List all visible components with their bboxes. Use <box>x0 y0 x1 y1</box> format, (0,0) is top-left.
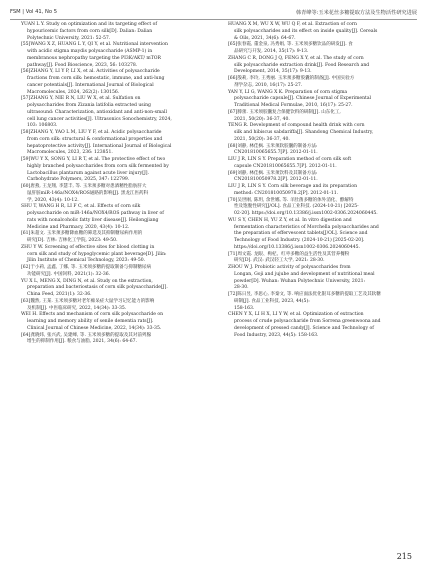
reference-line: 158-163. <box>234 305 255 311</box>
reference-line: [60]唐燕, 王龙翔, 李慧丰, 等. 玉米须多糖对患酒精性脂肪肝大 <box>21 184 147 189</box>
reference-line: 研究[D]. 吉林: 吉林化工学院, 2023: 49-50. <box>27 238 118 243</box>
reference-line: hypouricemic factors from corn silk[D]. Dalian: Dalian <box>27 28 153 34</box>
reference-line: development of pressed candy[J]. Science and Technology of <box>234 325 374 331</box>
reference-entry <box>21 42 209 69</box>
reference-entry <box>228 157 416 171</box>
reference-line: silk polysaccharide extraction drink[J]. Food Research and <box>234 62 370 68</box>
reference-entry <box>228 252 416 266</box>
reference-entry <box>21 312 209 332</box>
reference-line: 28-30. <box>234 285 249 291</box>
reference-line: CN201810065655.7[P]. 2012-01-11. <box>234 150 318 156</box>
reference-line: [70]吴世刚, 陈玥, 余世娜, 等. 羊肚菌多糖的体外消化、酵解特 <box>228 197 354 203</box>
reference-line: Jilin Institute of Chemical Technology, 2023: 49-50. <box>27 258 146 264</box>
reference-entry <box>228 265 416 292</box>
reference-line: China Feed, 2021(1): 32-36. <box>27 292 92 297</box>
reference-line: Macromolecules, 2024, 262(2): 130156. <box>27 89 120 95</box>
reference-line: fractions from corn silk: hemostatic, immune, and anti-lung <box>27 76 165 81</box>
reference-entry <box>21 333 209 347</box>
reference-entry <box>228 144 416 158</box>
reference-line: ZHANG C R, DONG J Q, FENG X Y, et al. The study of corn <box>228 55 364 61</box>
reference-line: 鼠肝脏miR-146a/NOX4/ROS通路的影响[J]. 黑龙江医药科 <box>27 190 149 196</box>
reference-line: pathway[J]. Food Bioscience, 2023, 56: 103278. <box>27 62 138 68</box>
reference-entry <box>21 184 209 204</box>
running-title: 韩青峰等:玉米花丝多糖提取方法及生物活性研究进展 <box>295 10 417 16</box>
reference-entry <box>228 184 416 198</box>
reference-line: with acidic stigma maydis polysaccharide (ASMP-1) in <box>27 49 153 54</box>
reference-line: 学, 2020, 43(4): 10-12. <box>27 197 79 203</box>
page-header <box>0 0 427 24</box>
reference-entry <box>21 204 209 231</box>
reference-entry <box>228 90 416 110</box>
reference-line: WU S Y, CHEN H, YU Z Y, et al. In vitro digestion and <box>228 217 352 223</box>
reference-line: Food Industry, 2023, 44(5): 158-163. <box>234 332 319 338</box>
reference-line: preparation and bacteriostasis of corn silk polysaccharide[J]. <box>27 285 168 291</box>
reference-line: https://doi.org/10.13386/j.issn1002-0306.2024060445. <box>234 244 360 250</box>
reference-line: from corn silk: structural & conformational properties and <box>27 136 163 142</box>
reference-line: [58]ZHANG Y, YAO L M, LIU Y F, et al. Acidic polysaccharide <box>21 130 162 135</box>
reference-line: Lactobacillus plantarum against acute liver injury[J]. <box>27 170 150 176</box>
reference-line: Macromolecules, 2023, 236: 123851. <box>27 150 113 156</box>
reference-line: membranous nephropathy targeting the PI3K/AKT/ mTOR <box>27 55 161 61</box>
reference-entry <box>21 245 209 265</box>
reference-line: LIU J R, LIN S Y. Corn silk beverage and its preparation <box>228 184 358 189</box>
reference-line: HUANG X M, WU X W, WU Q F, et al. Extraction of corn <box>228 22 357 27</box>
reference-entry <box>228 218 416 252</box>
reference-entry <box>228 123 416 143</box>
reference-line: [56]ZHANG Y, LI Y P, LI X, et al. Activities of polysaccharide <box>21 69 160 75</box>
reference-line: LIU J R, LIN S Y. Preparation method of corn silk soft <box>228 157 352 162</box>
reference-line: 及机制[J]. 中医临床研究, 2022, 14(34): 33-35. <box>27 305 127 311</box>
reference-line: cancer potentials[J]. International Journal of Biological <box>27 82 154 88</box>
page-number: 215 <box>396 552 412 561</box>
reference-line: ultrasound: Characterization, antioxidant and anti-non-small <box>27 109 167 115</box>
reference-entry <box>228 76 416 90</box>
reference-line: 研究[D]. 武汉: 武汉轻工大学, 2021: 28-30. <box>234 258 325 264</box>
reference-line: fermentation characteristics of Morchella polysaccharides and <box>234 224 379 230</box>
reference-line: the preparation of effervescent tablets[J/OL]. Science and <box>234 231 368 237</box>
reference-entry <box>228 42 416 56</box>
reference-line: YU X L, MENG X, DING N, et al. Study on the extraction, <box>21 278 153 284</box>
reference-line: TENG R. Development of compound health drink with corn <box>228 123 365 129</box>
reference-entry <box>21 22 209 42</box>
reference-line: 研制[J]. 食品工业科技, 2023, 44(5): <box>234 298 310 304</box>
reference-line: [65]张春霞, 董金泉, 冯秀娟, 等. 玉米须多糖饮品的研发[J]. 食 <box>228 42 353 48</box>
reference-line: polysaccharides from Zizania latifolia extracted using <box>27 103 151 108</box>
reference-line: ZHOU W J. Probiotic activity of polysaccharides from <box>228 265 351 270</box>
reference-line: Medicine and Pharmacy, 2020, 43(4): 10-12. <box>27 224 130 230</box>
reference-entry <box>21 130 209 157</box>
reference-line: 增生的抑制作用[J]. 粮食与油脂, 2021, 34(6): 64-67. <box>27 339 137 345</box>
reference-line: YUAN L Y. Study on optimization and its targeting effect of <box>21 22 158 27</box>
reference-entry <box>228 110 416 124</box>
reference-line: 103: 106803. <box>27 123 58 129</box>
reference-entry <box>21 96 209 130</box>
reference-line: [64]龚晓炜, 张兴武, 吴建峰, 等. 玉米须多糖的提取及其对前列腺 <box>21 332 152 338</box>
reference-line: Traditional Medical Formulae, 2010, 16(17): 25-27. <box>234 103 353 108</box>
reference-line: [69]刘静, 林佳枫. 玉米须饮料及其制备方法: <box>228 170 318 176</box>
reference-line: Polytechnic University, 2021: 52-57. <box>27 35 111 41</box>
reference-line: [61]朱超文. 玉米须多糖降血糖的筛选及其抑制糖尿病作用的 <box>21 231 143 237</box>
header-rule <box>10 19 417 20</box>
reference-line: SHU T, WANG H R, LI F C, et al. Effects of corn silk <box>21 204 141 210</box>
reference-line: 功能研究[J]. 中国饲料, 2021(1): 32-36. <box>27 271 111 277</box>
reference-line: polysaccharide capsule[J]. Chinese Journal of Experimental <box>234 96 372 102</box>
reference-entry <box>228 22 416 42</box>
reference-line: [71]周文霞. 龙眼、枸杞、红枣多糖的益生活性及其营养餐粉 <box>228 251 350 257</box>
reference-entry <box>21 69 209 96</box>
reference-entry <box>228 171 416 185</box>
reference-line: Longan, Goji and jujube and development of nutritional meal <box>234 271 375 277</box>
reference-entry <box>21 231 209 245</box>
reference-line: CHEN Y X, LI H X, LI Y W, et al. Optimization of extraction <box>228 312 364 318</box>
reference-line: [55]WANG X Z, HUANG L Y, QI Y, et al. Nutritional intervention <box>21 42 168 48</box>
journal-issue: FSM | Vol 41, No 5 <box>10 9 58 15</box>
reference-line: WEI H. Effects and mechanism of corn silk polysaccharide on <box>21 312 164 318</box>
reference-entry <box>228 198 416 218</box>
reference-line: 剂学杂志, 2010, 16(17): 25-27. <box>234 82 303 88</box>
reference-line: [57]ZHANG Y, NIE R N, LIU W X, et al. Sulfation on <box>21 96 141 102</box>
reference-line: [63]魏然, 王某. 玉米须多糖对老年痴呆症大鼠学习记忆能力的影响 <box>21 298 155 304</box>
reference-line: [66]殷莉, 李玲, 王秀丽. 玉米须多糖胶囊的制备[J]. 中国实验方 <box>228 76 355 81</box>
reference-line: cell lung cancer activities[J]. Ultrasonics Sonochemistry, 2024, <box>27 116 172 122</box>
reference-line: YAN Y, LI G, WANG X K. Preparation of corn stigma <box>228 89 348 95</box>
reference-entry <box>21 265 209 279</box>
right-reference-column <box>228 22 416 339</box>
reference-entry <box>228 312 416 339</box>
reference-line: Carbohydrate Polymers, 2025, 347: 122799. <box>27 177 130 183</box>
reference-line: & Oils, 2021, 34(6): 64-67. <box>234 35 296 41</box>
reference-line: rats with nonalcoholic fatty liver disease[J]. Heilongjiang <box>27 217 159 223</box>
reference-line: highly branched polysaccharides from corn silk fermented by <box>27 163 169 169</box>
reference-line: 2021, 50(20): 36-37, 40. <box>234 136 290 142</box>
journal-info <box>10 9 57 15</box>
reference-line: 02-20]. https://doi.org/10.13386/j.issn1002-0306.2024060445. <box>234 211 378 216</box>
reference-line: corn silk and study of hypoglycemic plant beverage[D]. Jilin: <box>27 251 167 257</box>
reference-line: [62]于小莉, 孟鑫, 丁娜, 等. 玉米须多糖的提取制备与抑制糖尿病 <box>21 265 152 270</box>
left-reference-column <box>21 22 209 346</box>
reference-line: [68]刘静, 林佳枫. 玉米须软胶囊的制备方法: <box>228 143 318 149</box>
reference-line: capsule CN201810065655.7[P]. 2012-01-11. <box>234 163 337 169</box>
reference-line: [59]WU Y X, SONG Y, LI R T, et al. The protective effect of two <box>21 157 166 162</box>
reference-entry <box>21 299 209 313</box>
reference-line: Clinical Journal of Chinese Medicine, 2022, 14(34): 33-35. <box>27 325 162 331</box>
reference-line: silk and hibiscus sabdariffa[J]. Shandong Chemical Industry, <box>234 130 374 135</box>
reference-line: polysaccharide on miR-146a/NOX4/ROS pathway in liver of <box>27 211 164 216</box>
reference-entry <box>228 292 416 312</box>
reference-line: CN201810050978.2[P]. 2012-01-11. <box>234 177 318 183</box>
reference-line: ZHU Y W. Screening of effective sites for blood clotting in <box>21 244 155 250</box>
reference-line: process of crude polysaccharide from Sorrena greenwoona and <box>234 319 381 324</box>
reference-entry <box>21 157 209 184</box>
reference-line: silk polysaccharides and its effect on inside quality[J]. Cereals <box>234 28 378 34</box>
reference-line: hepatoprotective activity[J]. International Journal of Biological <box>27 143 172 149</box>
reference-line: Technology of Food Industry. (2024-10-21) [2025-02-20]. <box>234 238 365 243</box>
reference-line: powder[D]. Wuhan: Wuhan Polytechnic University, 2021: <box>234 278 366 284</box>
reference-line: learning and memory ability of senile dementia rats[J]. <box>27 319 154 324</box>
reference-line: Development, 2014, 35(17): 9-13. <box>234 69 312 75</box>
reference-entry <box>228 56 416 76</box>
reference-entry <box>21 279 209 299</box>
reference-line: 2021, 50(20): 36-37, 40. <box>234 116 290 122</box>
reference-line: [72]陈日昱, 李思心, 李秦文, 等. 响应面法优化银耳多糖的提取工艺及其软糖 <box>228 292 381 297</box>
reference-line: 性及饱腹性研究[J/OL]. 食品工业科技. (2024-10-21) [2025- <box>234 204 359 210</box>
reference-line: [67]滕蕾. 玉米须胶囊复合保健饮料的研制[J]. 山东化工, <box>228 109 341 115</box>
reference-line: 品研究与开发, 2014, 35(17): 9-13. <box>234 49 309 54</box>
reference-line: method: CN201810050978.2[P]. 2012-01-11. <box>234 190 339 196</box>
